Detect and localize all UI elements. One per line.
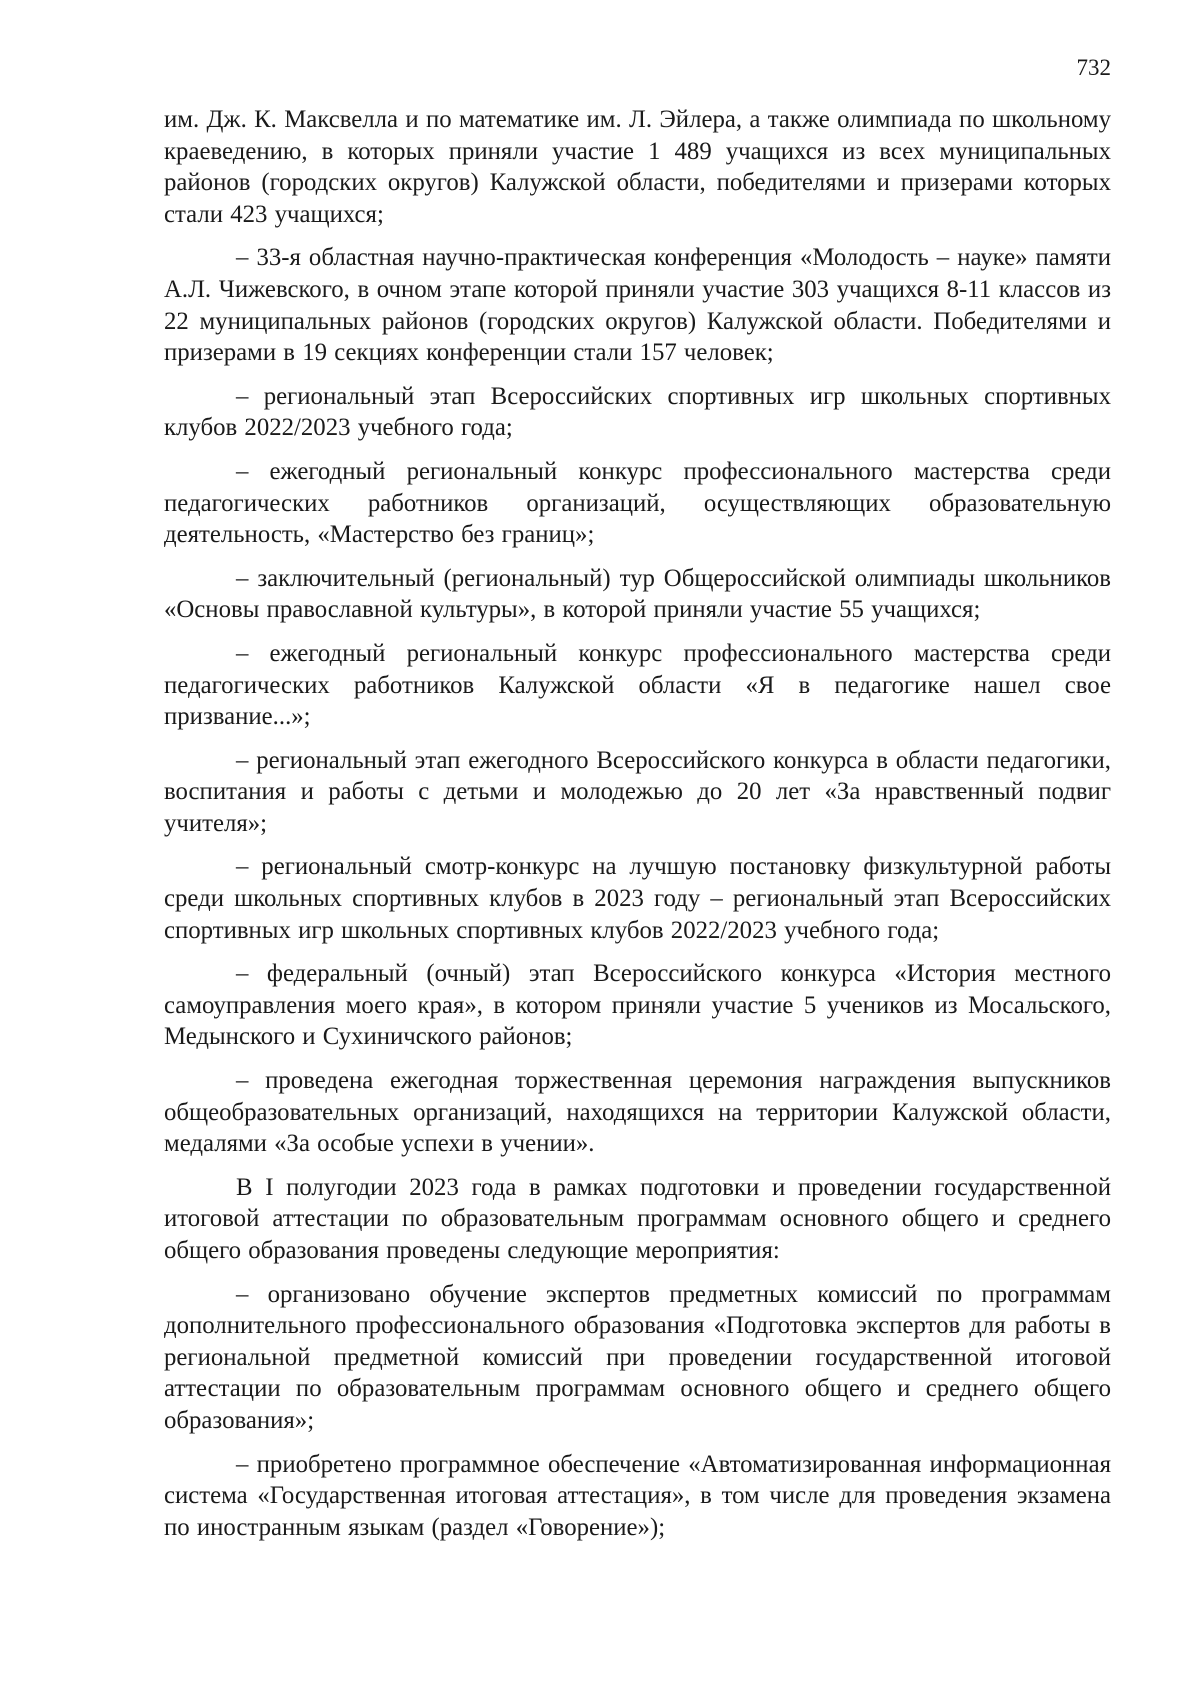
- paragraph-software-purchase: – приобретено программное обеспечение «Автоматизированная информационная система «Государственная итоговая аттестация», в том числе для проведения экзамена по иностранным языкам (раздел «Говорение»);: [164, 1450, 1111, 1541]
- paragraph-expert-training: – организовано обучение экспертов предметных комиссий по программам дополнительного профессионального образования «Подготовка экспертов для работы в региональной предметной комиссий при проведении государственной итоговой аттестации по образовательным программам основного общего и среднего общего образования»;: [164, 1280, 1111, 1434]
- paragraph-physical-education-review: – региональный смотр-конкурс на лучшую постановку физкультурной работы среди школьных спортивных клубов в 2023 году – региональный этап Всероссийских спортивных игр школьных спортивных клубов 2022/2023 учебного года;: [164, 853, 1111, 944]
- paragraph-chizhevsky-conference: – 33-я областная научно-практическая конференция «Молодость – науке» памяти А.Л. Чижевского, в очном этапе которой приняли участие 303 учащихся 8-11 классов из 22 муниципальных районов (городских округов) Калужской области. Победителями и призерами в 19 секциях конференции стали 157 человек;: [164, 244, 1111, 367]
- paragraph-medal-ceremony: – проведена ежегодная торжественная церемония награждения выпускников общеобразовательных организаций, находящихся на территории Калужской области, медалями «За особые успехи в учении».: [164, 1067, 1111, 1158]
- paragraph-moral-feat-contest: – региональный этап ежегодного Всероссийского конкурса в области педагогики, воспитания и работы с детьми и молодежью до 20 лет «За нравственный подвиг учителя»;: [164, 746, 1111, 837]
- paragraph-mastery-without-borders: – ежегодный региональный конкурс профессионального мастерства среди педагогических работников организаций, осуществляющих образовательную деятельность, «Мастерство без границ»;: [164, 457, 1111, 549]
- paragraph-olympiad-continuation: им. Дж. К. Максвелла и по математике им. Л. Эйлера, а также олимпиада по школьному краеведению, в которых приняли участие 1 489 учащихся из всех муниципальных районов (городских округов) Калужской области, победителями и призерами которых стали 423 учащихся;: [164, 106, 1111, 228]
- page-body: [164, 104, 1111, 1555]
- paragraph-sports-games: – региональный этап Всероссийских спортивных игр школьных спортивных клубов 2022/2023 учебного года;: [164, 382, 1111, 442]
- paragraph-state-attestation-intro: В I полугодии 2023 года в рамках подготовки и проведении государственной итоговой аттестации по образовательным программам основного общего и среднего общего образования проведены следующие мероприятия:: [164, 1173, 1111, 1264]
- paragraph-local-government-history: – федеральный (очный) этап Всероссийского конкурса «История местного самоуправления моего края», в котором приняли участие 5 учеников из Мосальского, Медынского и Сухиничского районов;: [164, 960, 1111, 1051]
- paragraph-orthodox-culture-olympiad: – заключительный (региональный) тур Общероссийской олимпиады школьников «Основы православной культуры», в которой приняли участие 55 учащихся;: [164, 564, 1111, 624]
- page-number: 732: [1076, 55, 1111, 80]
- paragraph-vocation-contest: – ежегодный региональный конкурс профессионального мастерства среди педагогических работников Калужской области «Я в педагогике нашел свое призвание...»;: [164, 639, 1111, 731]
